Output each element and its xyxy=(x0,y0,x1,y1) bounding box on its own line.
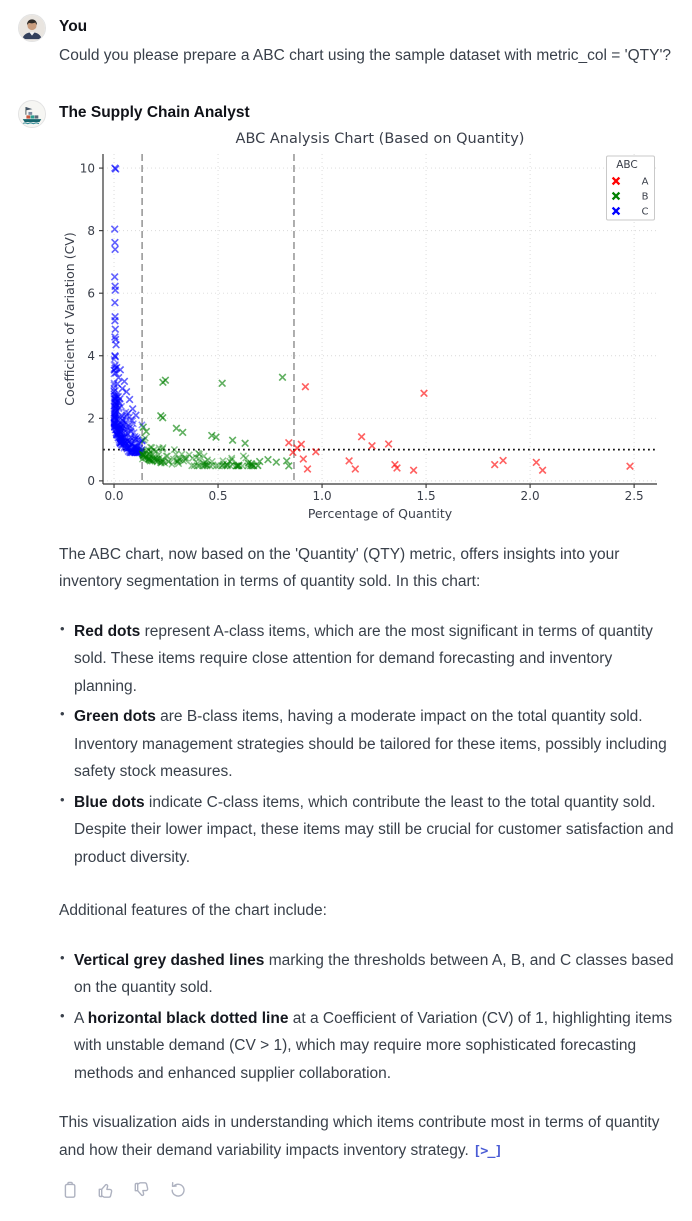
svg-text:1.0: 1.0 xyxy=(312,488,332,503)
bullet-text: marking the thresholds between A, B, and C classes based on the quantity sold. xyxy=(74,951,674,996)
features-bullet-list xyxy=(59,947,674,1088)
copy-icon xyxy=(61,1181,79,1199)
svg-text:0.5: 0.5 xyxy=(208,488,228,503)
bullet-bold-label: Red dots xyxy=(74,622,141,640)
user-message xyxy=(0,0,692,70)
bullet-text: at a Coefficient of Variation (CV) of 1, highlighting items with unstable demand (CV > 1), which may require more sophisticated forecasting methods and enhanced supplier collaboration. xyxy=(74,1009,673,1082)
list-item-blue-dots xyxy=(59,789,674,872)
svg-text:Percentage of Quantity: Percentage of Quantity xyxy=(307,505,453,521)
features-intro-paragraph: Additional features of the chart include: xyxy=(59,902,327,919)
thumbs-up-icon xyxy=(97,1181,115,1199)
svg-text:2: 2 xyxy=(87,411,95,426)
bullet-bold-label: Blue dots xyxy=(74,793,145,811)
assistant-message xyxy=(0,100,692,1204)
closing-paragraph: This visualization aids in understanding which items contribute most in terms of quantity and how their demand variability impacts inventory strategy. [>_] xyxy=(59,1114,660,1159)
list-item-vertical-lines xyxy=(59,947,674,1002)
assistant-avatar xyxy=(18,100,46,128)
bullet-text: represent A-class items, which are the most significant in terms of quantity sold. These items require close attention for demand forecasting and inventory planning. xyxy=(74,622,653,695)
svg-text:0.0: 0.0 xyxy=(104,488,124,503)
view-analysis-icon[interactable]: [>_] xyxy=(473,1142,502,1159)
thumbs-up-button[interactable] xyxy=(93,1177,119,1203)
svg-text:ABC Analysis Chart (Based on Q: ABC Analysis Chart (Based on Quantity) xyxy=(235,130,525,147)
svg-text:A: A xyxy=(641,176,649,187)
list-item-horizontal-line: • A horizontal black dotted line at a Coefficient of Variation (CV) of 1, highlighting items with unstable demand (CV > 1), which may require more sophisticated forecasting methods and enhanced supplier collaboration. xyxy=(59,1005,674,1088)
user-message-text: Could you please prepare a ABC chart using the sample dataset with metric_col = 'QTY'? xyxy=(59,47,672,64)
bullet-bold-label: Vertical grey dashed lines xyxy=(74,951,265,969)
regenerate-button[interactable] xyxy=(165,1177,191,1203)
bullet-bold-label: Green dots xyxy=(74,708,156,725)
abc-analysis-chart-svg xyxy=(61,129,679,527)
assistant-sender-name: The Supply Chain Analyst xyxy=(59,103,250,121)
bullet-text: are B-class items, having a moderate impact on the total quantity sold. Inventory management strategies should be tailored for these items, possibly including safety stock measures. xyxy=(74,708,667,780)
svg-text:1.5: 1.5 xyxy=(416,488,436,503)
class-bullet-list xyxy=(59,618,674,872)
list-item-green-dots xyxy=(59,703,674,786)
abc-analysis-chart xyxy=(61,129,674,532)
svg-text:10: 10 xyxy=(79,160,95,175)
bullet-bold-label: horizontal black dotted line xyxy=(87,1009,289,1027)
supply-chain-logo-icon xyxy=(19,101,45,127)
svg-text:ABC: ABC xyxy=(616,158,638,171)
svg-text:4: 4 xyxy=(87,348,95,363)
regenerate-icon xyxy=(169,1181,187,1199)
message-action-bar xyxy=(57,1177,674,1203)
user-avatar-photo xyxy=(19,15,45,41)
thumbs-down-icon xyxy=(133,1181,151,1199)
user-avatar xyxy=(18,14,46,42)
bullet-text: indicate C-class items, which contribute the least to the total quantity sold. Despite their lower impact, these items may still be crucial for customer satisfaction and product diversity. xyxy=(74,793,674,866)
user-sender-name: You xyxy=(59,18,88,35)
svg-text:2.0: 2.0 xyxy=(520,488,540,503)
bottom-spacer xyxy=(0,1203,692,1221)
svg-text:C: C xyxy=(641,206,649,217)
list-item-red-dots xyxy=(59,618,674,701)
svg-text:B: B xyxy=(641,191,649,202)
copy-button[interactable] xyxy=(57,1177,83,1203)
thumbs-down-button[interactable] xyxy=(129,1177,155,1203)
svg-text:0: 0 xyxy=(87,473,95,488)
svg-text:Coefficient of Variation (CV): Coefficient of Variation (CV) xyxy=(62,231,77,406)
svg-text:6: 6 xyxy=(87,285,95,300)
svg-text:8: 8 xyxy=(87,223,95,238)
intro-paragraph: The ABC chart, now based on the 'Quantity' (QTY) metric, offers insights into your inventory segmentation in terms of quantity sold. In this chart: xyxy=(59,545,620,590)
svg-text:2.5: 2.5 xyxy=(624,488,644,503)
